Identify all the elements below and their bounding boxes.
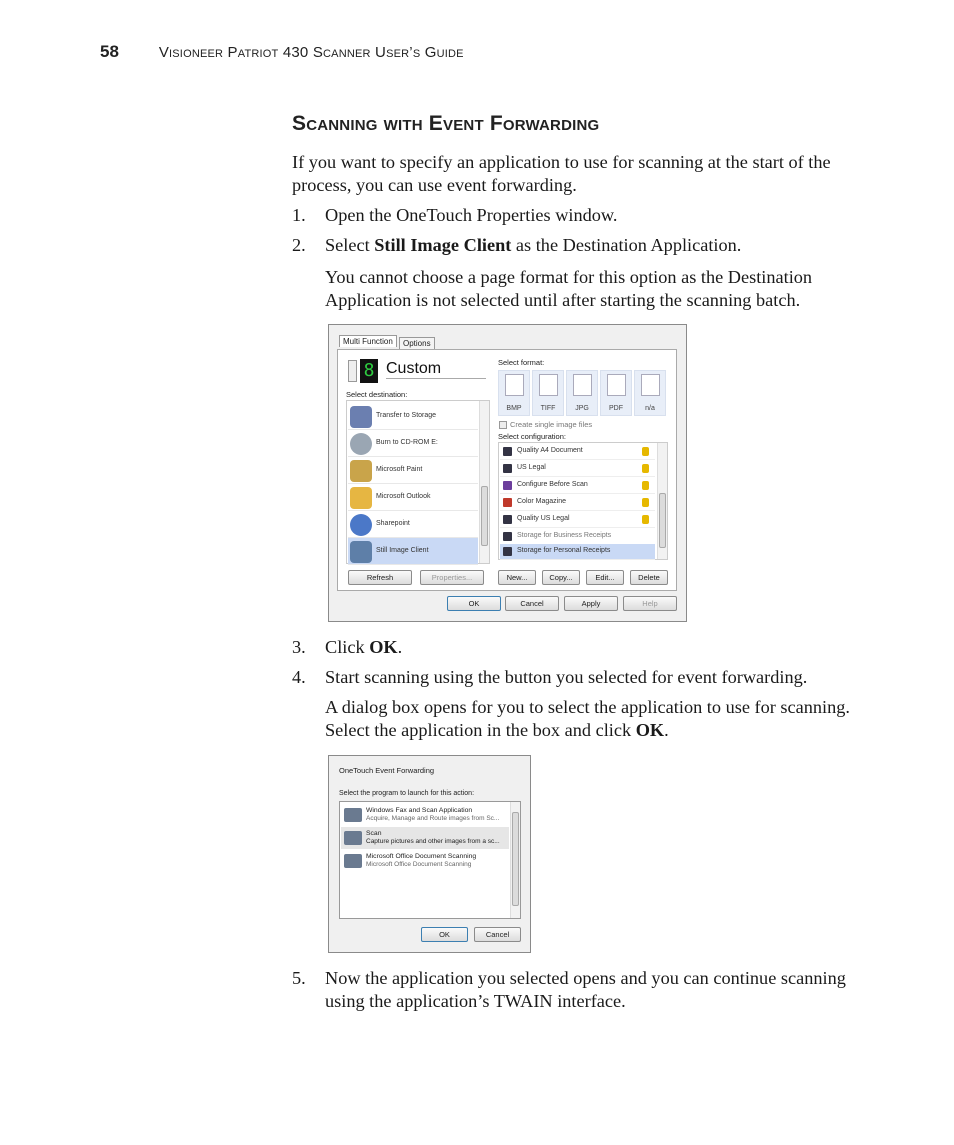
step-text: Select Still Image Client as the Destination Application. xyxy=(325,235,742,255)
step-4-note: A dialog box opens for you to select the application to use for scanning. Select the application in the box and click OK. xyxy=(325,697,850,740)
section-title: Scanning with Event Forwarding xyxy=(292,112,600,135)
list-item[interactable]: Burn to CD-ROM E: xyxy=(348,430,478,457)
button-number-display: 8 xyxy=(360,359,378,383)
list-item[interactable]: Microsoft Office Document Scanning Microsoft Office Document Scanning xyxy=(341,850,509,872)
jpg-icon xyxy=(573,374,592,396)
step-text: Start scanning using the button you selected for event forwarding. xyxy=(325,667,808,687)
pdf-icon xyxy=(607,374,626,396)
intro-paragraph: If you want to specify an application to use for scanning at the start of the process, you can use event forwarding. xyxy=(292,152,831,195)
page-number: 58 xyxy=(100,42,119,61)
ok-button[interactable]: OK xyxy=(447,596,501,611)
configuration-scrollbar[interactable] xyxy=(657,443,667,559)
tiff-icon xyxy=(539,374,558,396)
scroll-thumb[interactable] xyxy=(512,812,519,906)
step-number: 4. xyxy=(292,667,306,687)
scanner-icon xyxy=(344,831,362,845)
cd-icon xyxy=(350,433,372,455)
step-text: Click OK. xyxy=(325,637,403,657)
refresh-button[interactable]: Refresh xyxy=(348,570,412,585)
bmp-icon xyxy=(505,374,524,396)
destination-scrollbar[interactable] xyxy=(479,401,489,563)
running-head xyxy=(100,42,464,62)
list-item[interactable]: Storage for Personal Receipts xyxy=(500,544,655,560)
list-item[interactable]: Color Magazine xyxy=(500,495,655,511)
tab-options[interactable]: Options xyxy=(399,337,435,349)
format-tiff[interactable]: TIFF xyxy=(532,370,564,416)
tab-multi-function[interactable]: Multi Function xyxy=(339,335,397,347)
scroll-thumb[interactable] xyxy=(659,493,666,548)
step-text: Open the OneTouch Properties window. xyxy=(325,205,618,225)
program-prompt: Select the program to launch for this action: xyxy=(339,790,475,797)
program-scrollbar[interactable] xyxy=(510,802,520,918)
step-number: 2. xyxy=(292,235,306,255)
storage-icon xyxy=(350,406,372,428)
button-name: Custom xyxy=(386,360,486,379)
list-item[interactable]: Quality A4 Document xyxy=(500,444,655,460)
cancel-button[interactable]: Cancel xyxy=(474,927,521,942)
scroll-thumb[interactable] xyxy=(481,486,488,546)
edit-button[interactable]: Edit... xyxy=(586,570,624,585)
fax-icon xyxy=(344,808,362,822)
list-item[interactable]: Scan Capture pictures and other images from a sc... xyxy=(341,827,509,849)
select-configuration-label: Select configuration: xyxy=(498,432,566,441)
configure-icon xyxy=(503,481,512,490)
tab-panel xyxy=(337,349,677,591)
select-destination-label: Select destination: xyxy=(346,390,408,399)
lock-icon xyxy=(642,447,649,456)
properties-button[interactable]: Properties... xyxy=(420,570,484,585)
list-item[interactable]: Windows Fax and Scan Application Acquire, Manage and Route images from Sc... xyxy=(341,804,509,826)
scanner-icon xyxy=(503,447,512,456)
lock-icon xyxy=(642,481,649,490)
onetouch-properties-screenshot xyxy=(328,324,687,622)
scanner-icon xyxy=(503,464,512,473)
book-title: Visioneer Patriot 430 Scanner User’s Guide xyxy=(158,44,464,61)
na-icon xyxy=(641,374,660,396)
step-number: 3. xyxy=(292,637,306,657)
apply-button[interactable]: Apply xyxy=(564,596,618,611)
sharepoint-icon xyxy=(350,514,372,536)
list-item[interactable]: Transfer to Storage xyxy=(348,403,478,430)
step-number: 5. xyxy=(292,968,306,988)
list-item[interactable]: Microsoft Paint xyxy=(348,457,478,484)
format-jpg[interactable]: JPG xyxy=(566,370,598,416)
select-format-label: Select format: xyxy=(498,358,545,367)
format-bmp[interactable]: BMP xyxy=(498,370,530,416)
list-item[interactable]: Configure Before Scan xyxy=(500,478,655,494)
ok-button[interactable]: OK xyxy=(421,927,468,942)
list-item[interactable]: Still Image Client xyxy=(348,538,478,565)
outlook-icon xyxy=(350,487,372,509)
event-forwarding-screenshot xyxy=(328,755,531,953)
format-na[interactable]: n/a xyxy=(634,370,666,416)
lock-icon xyxy=(642,464,649,473)
help-button[interactable]: Help xyxy=(623,596,677,611)
list-item[interactable]: Microsoft Outlook xyxy=(348,484,478,511)
configuration-list[interactable] xyxy=(498,442,668,560)
format-pdf[interactable]: PDF xyxy=(600,370,632,416)
scanner-icon xyxy=(503,547,512,556)
step-number: 1. xyxy=(292,205,306,225)
list-item[interactable]: US Legal xyxy=(500,461,655,477)
new-button[interactable]: New... xyxy=(498,570,536,585)
single-image-checkbox[interactable] xyxy=(499,421,507,429)
paint-icon xyxy=(350,460,372,482)
dialog-title: OneTouch Event Forwarding xyxy=(339,766,435,775)
single-image-label: Create single image files xyxy=(510,420,593,429)
step-2-note: You cannot choose a page format for this option as the Destination Application is not selected until after starting the scanning batch. xyxy=(325,267,813,310)
list-item[interactable]: Quality US Legal xyxy=(500,512,655,528)
delete-button[interactable]: Delete xyxy=(630,570,668,585)
office-scanner-icon xyxy=(344,854,362,868)
button-spinner[interactable] xyxy=(348,360,357,382)
destination-list[interactable] xyxy=(346,400,490,564)
program-list[interactable] xyxy=(339,801,521,919)
scanner-icon xyxy=(503,515,512,524)
still-image-icon xyxy=(350,541,372,563)
list-item[interactable]: Storage for Business Receipts xyxy=(500,529,655,545)
scanner-icon xyxy=(503,532,512,541)
color-icon xyxy=(503,498,512,507)
lock-icon xyxy=(642,498,649,507)
cancel-button[interactable]: Cancel xyxy=(505,596,559,611)
copy-button[interactable]: Copy... xyxy=(542,570,580,585)
step-text: Now the application you selected opens and you can continue scanning using the application’s TWAIN interface. xyxy=(325,968,846,1011)
lock-icon xyxy=(642,515,649,524)
list-item[interactable]: Sharepoint xyxy=(348,511,478,538)
